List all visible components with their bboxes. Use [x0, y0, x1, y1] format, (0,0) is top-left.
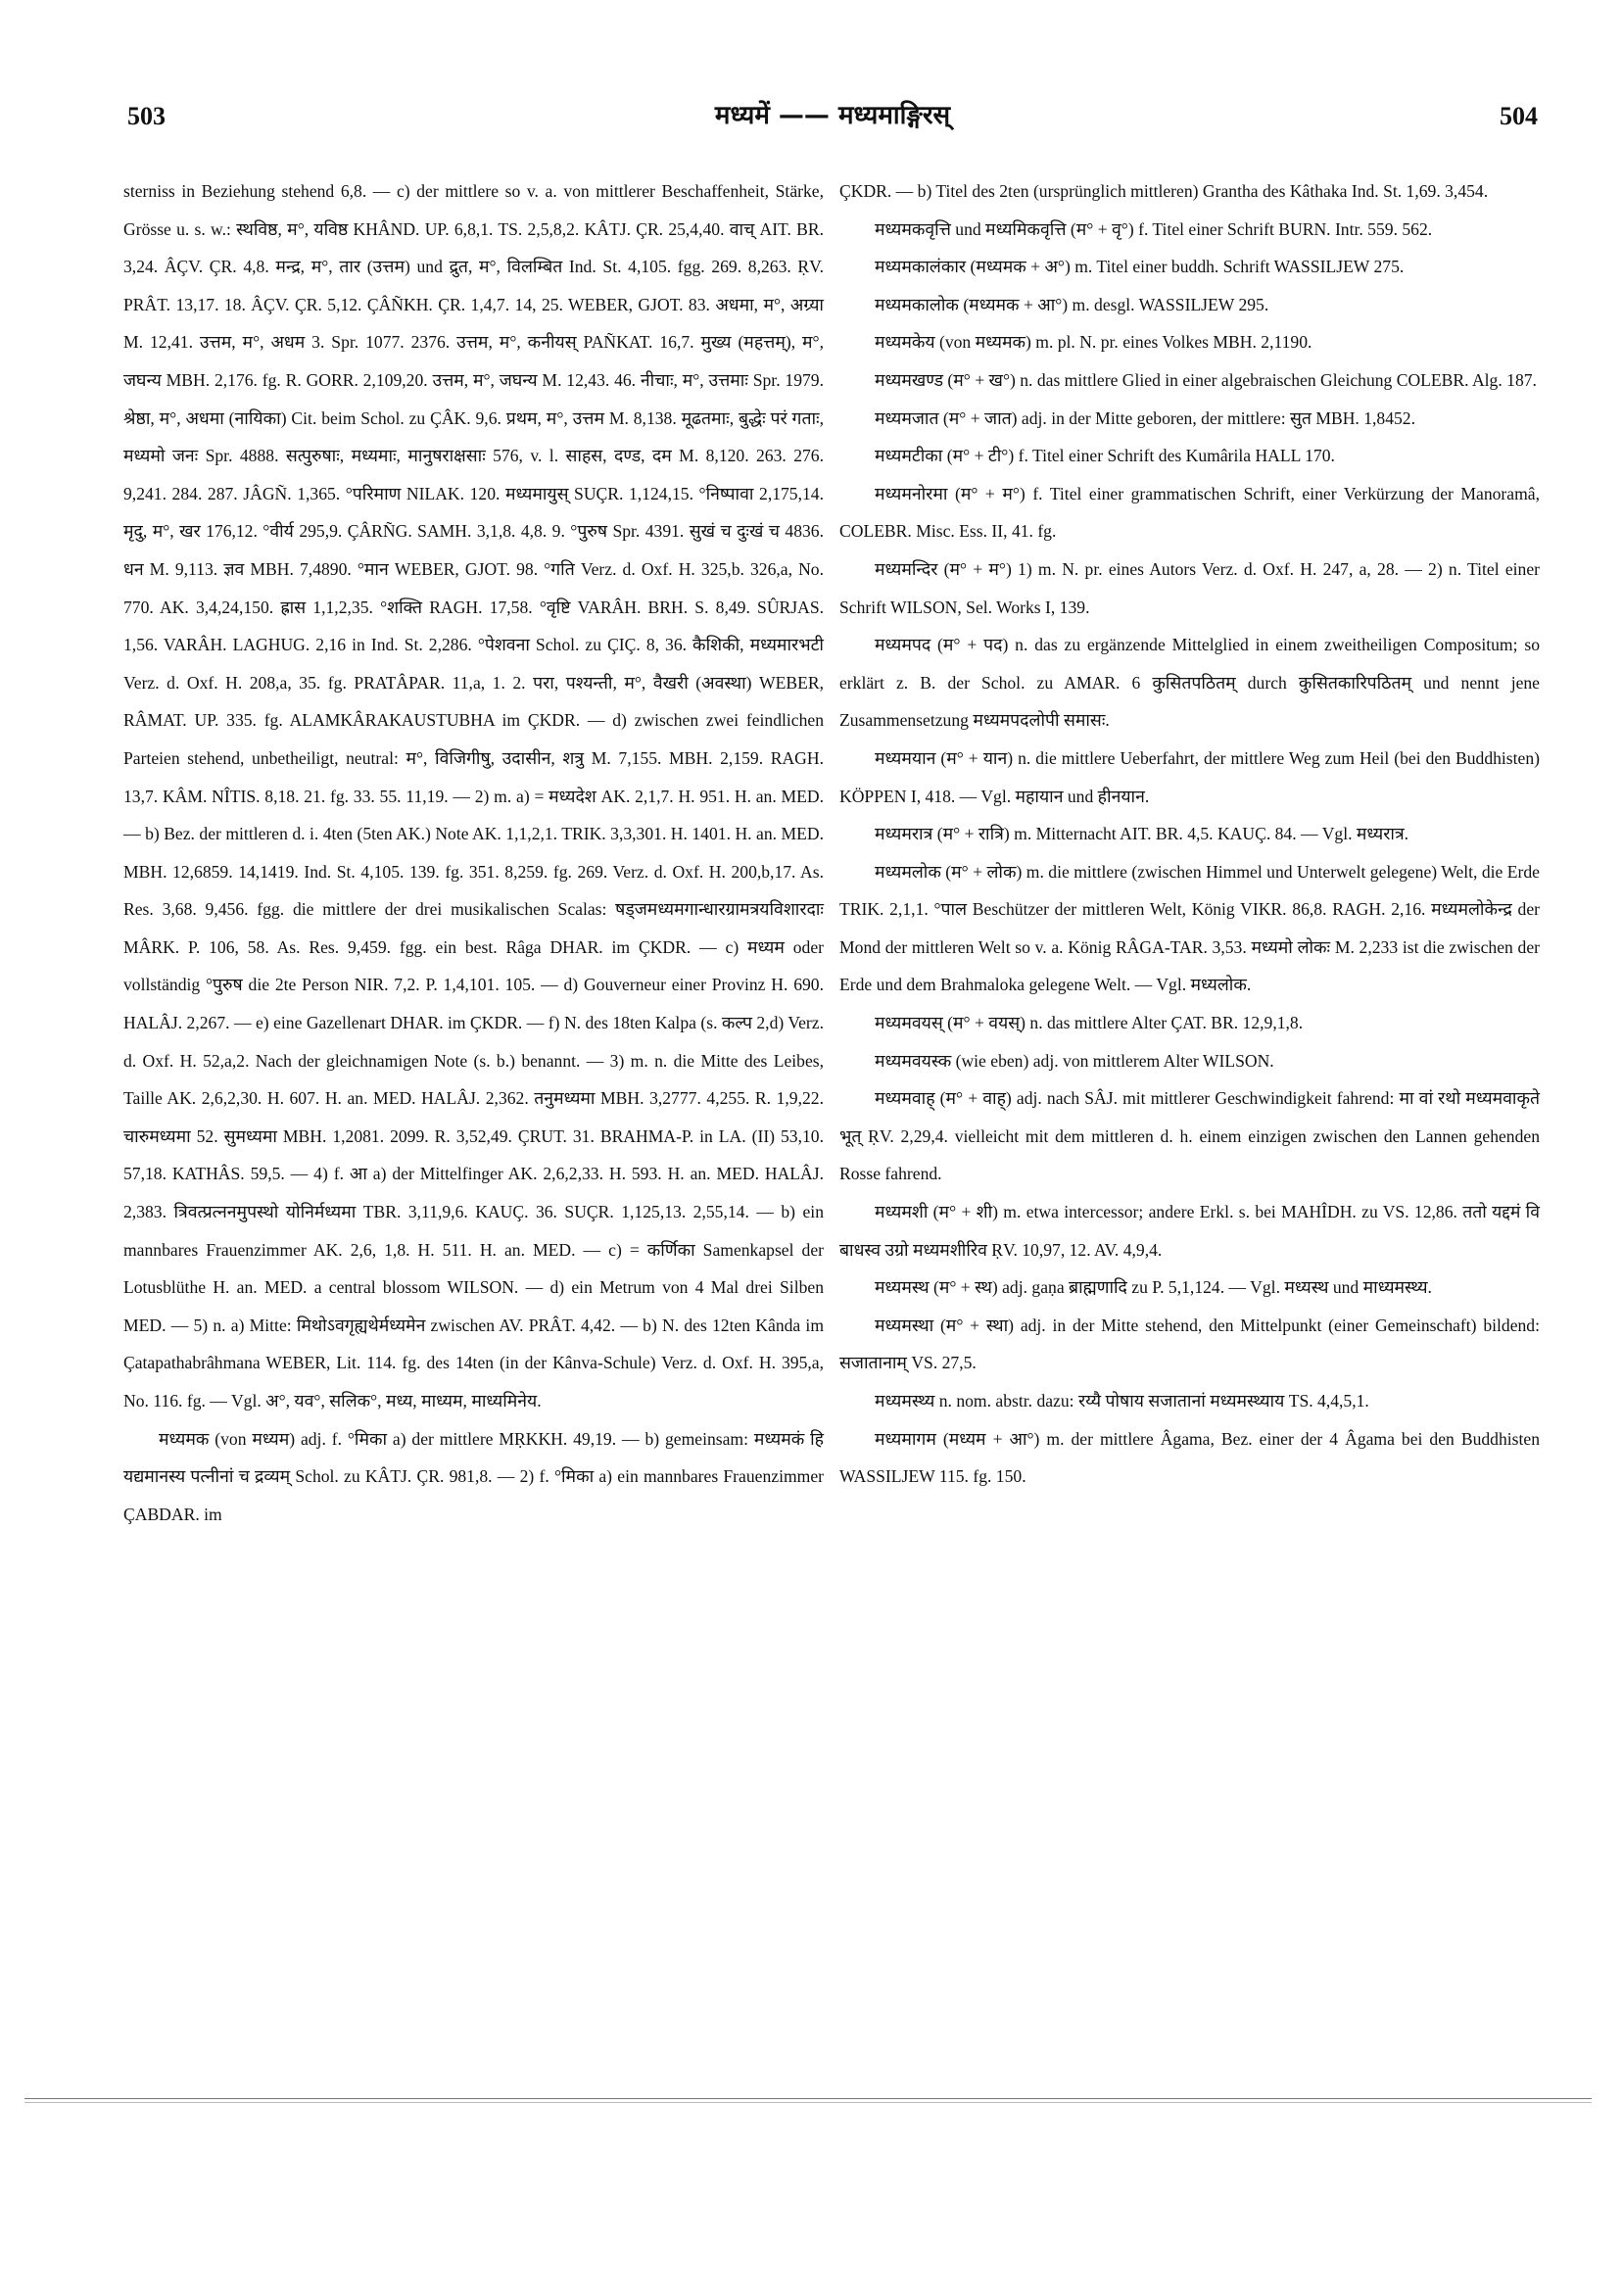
dictionary-entry: मध्यमखण्ड (म° + ख°) n. das mittlere Glied in einer algebraischen Gleichung COLEBR. Alg. 187.: [875, 369, 1537, 390]
dictionary-entry: मध्यमशी (म° + शी) m. etwa intercessor; andere Erkl. s. bei MAHÎDH. zu VS. 12,86. ततो यद्दमं वि बाधस्व उग्रो मध्यमशीरिव ṚV. 10,97, 12. AV. 4,9,4.: [839, 1202, 1540, 1260]
dictionary-entry: मध्यमस्थ्य n. nom. abstr. dazu: रय्यै पोषाय सजातानां मध्यमस्थ्याय TS. 4,4,5,1.: [875, 1391, 1369, 1411]
dictionary-entry: मध्यमकवृत्ति und मध्यमिकवृत्ति (म° + वृ°) f. Titel einer Schrift BURN. Intr. 559. 562.: [875, 218, 1433, 239]
continued-entry-text: sterniss in Beziehung stehend 6,8. — c) der mittlere so v. a. von mittlerer Beschaffenheit, Stärke, Grösse u. s. w.: स्थविष्ठ, म°, यविष्ठ KHÂND. UP. 6,8,1. TS. 2,5,8,2. KÂTJ. ÇR. 25,4,40. वाच् AIT. BR. 3,24. ÂÇV. ÇR. 4,8. मन्द्र, म°, तार (उत्तम) und द्रुत, म°, विलम्बित Ind. St. 4,105. fgg. 269. 8,263. ṚV. PRÂT. 13,17. 18. ÂÇV. ÇR. 5,12. ÇÂÑKH. ÇR. 1,4,7. 14, 25. WEBER, GJOT. 83. अधमा, म°, अग्र्या M. 12,41. उत्तम, म°, अधम 3. Spr. 1077. 2376. उत्तम, म°, कनीयस् PAÑKAT. 16,7. मुख्य (महत्तम्), म°, जघन्य MBH. 2,176. fg. R. GORR. 2,109,20. उत्तम, म°, जघन्य M. 12,43. 46. नीचाः, म°, उत्तमाः Spr. 1979. श्रेष्ठा, म°, अधमा (नायिका) Cit. beim Schol. zu ÇÂK. 9,6. प्रथम, म°, उत्तम M. 8,138. मूढतमाः, बुद्धेः परं गताः, मध्यमो जनः Spr. 4888. सत्पुरुषाः, मध्यमाः, मानुषराक्षसाः 576, v. l. साहस, दण्ड, दम M. 8,120. 263. 276. 9,241. 284. 287. JÂGÑ. 1,365. °परिमाण NILAK. 120. मध्यमायुस् SUÇR. 1,124,15. °निष्पावा 2,175,14. मृदु, म°, खर 176,12. °वीर्य 295,9. ÇÂRÑG. SAMH. 3,1,8. 4,8. 9. °पुरुष Spr. 4391. सुखं च दुःखं च 4836. धन M. 9,113. ज्ञव MBH. 7,4890. °मान WEBER, GJOT. 98. °गति Verz. d. Oxf. H. 325,b. 326,a, No. 770. AK. 3,4,24,150. ह्रास 1,1,2,35. °शक्ति RAGH. 17,58. °वृष्टि VARÂH. BRH. S. 8,49. SÛRJAS. 1,56. VARÂH. LAGHUG. 2,16 in Ind. St. 2,286. °पेशवना Schol. zu ÇIÇ. 8, 36. कैशिकी, मध्यमारभटी Verz. d. Oxf. H. 208,a, 35. fg. PRATÂPAR. 11,a, 1. 2. परा, पश्यन्ती, म°, वैखरी (अवस्था) WEBER, RÂMAT. UP. 335. fg. ALAMKÂRAKAUSTUBHA im ÇKDR. — d) zwischen zwei feindlichen Parteien stehend, unbetheiligt, neutral: म°, विजिगीषु, उदासीन, शत्रु M. 7,155. MBH. 2,159. RAGH. 13,7. KÂM. NÎTIS. 8,18. 21. fg. 33. 55. 11,19. — 2) m. a) = मध्यदेश AK. 2,1,7. H. 951. H. an. MED. — b) Bez. der mittleren d. i. 4ten (5ten AK.) Note AK. 1,1,2,1. TRIK. 3,3,301. H. 1401. H. an. MED. MBH. 12,6859. 14,1419. Ind. St. 4,105. 139. fg. 351. 8,259. fg. 269. Verz. d. Oxf. H. 200,b,17. As. Res. 3,68. 9,456. fgg. die mittlere der drei musikalischen Scalas: षड्जमध्यमगान्धारग्रामत्रयविशारदाः MÂRK. P. 106, 58. As. Res. 9,459. fgg. ein best. Râga DHAR. im ÇKDR. — c) मध्यम oder vollständig °पुरुष die 2te Person NIR. 7,2. P. 1,4,101. 105. — d) Gouverneur einer Provinz H. 690. HALÂJ. 2,267. — e) eine Gazellenart DHAR. im ÇKDR. — f) N. des 18ten Kalpa (s. कल्प 2,d) Verz. d. Oxf. H. 52,a,2. Nach der gleichnamigen Note (s. b.) benannt. — 3) m. n. die Mitte des Leibes, Taille AK. 2,6,2,30. H. 607. H. an. MED. HALÂJ. 2,362. तनुमध्यमा MBH. 3,2777. 4,255. R. 1,9,22. चारुमध्यमा 52. सुमध्यमा MBH. 1,2081. 2099. R. 3,52,49. ÇRUT. 31. BRAHMA-P. in LA. (II) 53,10. 57,18. KATHÂS. 59,5. — 4) f. आ a) der Mittelfinger AK. 2,6,2,33. H. 593. H. an. MED. HALÂJ. 2,383. त्रिवत्प्रत्ननमुपस्थो योनिर्मध्यमा TBR. 3,11,9,6. KAUÇ. 36. SUÇR. 1,125,13. 2,55,14. — b) ein mannbares Frauenzimmer AK. 2,6, 1,8. H. 511. H. an. MED. — c) = कर्णिका Samenkapsel der Lotusblüthe H. an. MED. a central blossom WILSON. — d) ein Metrum von 4 Mal drei Silben MED. — 5) n. a) Mitte: मिथोऽवगृह्यथेर्मध्यमेन zwischen AV. PRÂT. 4,42. — b) N. des 12ten Kânda im Çatapathabrâhmana WEBER, Lit. 114. fg. des 14ten (in der Kânva-Schule) Verz. d. Oxf. H. 395,a, No. 116. fg. — Vgl. अ°, यव°, सलिक°, मध्य, माध्यम, माध्यमिनेय.: [123, 181, 824, 1411]
dictionary-entry: मध्यमपद (म° + पद) n. das zu ergänzende Mittelglied in einem zweitheiligen Compositum; so erklärt z. B. der Schol. zu AMAR. 6 कुसितपठितम् durch कुसितकारिपठितम् und nennt jene Zusammensetzung मध्यमपदलोपी समासः.: [839, 635, 1540, 731]
dictionary-entry: मध्यमयान (म° + यान) n. die mittlere Ueberfahrt, der mittlere Weg zum Heil (bei den Buddhisten) KÖPPEN I, 418. — Vgl. महायान und हीनयान.: [839, 747, 1540, 806]
dictionary-entry: मध्यमनोरमा (म° + म°) f. Titel einer grammatischen Schrift, einer Verkürzung der Manoramâ, COLEBR. Misc. Ess. II, 41. fg.: [839, 483, 1540, 542]
left-column: [123, 172, 824, 1533]
dictionary-entry: मध्यमजात (म° + जात) adj. in der Mitte geboren, der mittlere: सुत MBH. 1,8452.: [875, 407, 1415, 428]
dictionary-entry: मध्यमस्था (म° + स्था) adj. in der Mitte stehend, den Mittelpunkt (einer Gemeinschaft) bildend: सजातानाम् VS. 27,5.: [839, 1315, 1540, 1373]
dictionary-entry: मध्यमस्थ (म° + स्थ) adj. gaṇa ब्राह्मणादि zu P. 5,1,124. — Vgl. मध्यस्थ und माध्यमस्थ्य.: [875, 1277, 1432, 1298]
dictionary-entry: मध्यमलोक (म° + लोक) m. die mittlere (zwischen Himmel und Unterwelt gelegene) Welt, die Erde TRIK. 2,1,1. °पाल Beschützer der mittleren Welt, König VIKR. 86,8. RAGH. 2,16. मध्यमलोकेन्द्र der Mond der mittleren Welt so v. a. König RÂGA-TAR. 3,53. मध्यमो लोकः M. 2,233 ist die zwischen der Erde und dem Brahmaloka gelegene Welt. — Vgl. मध्यलोक.: [839, 861, 1540, 995]
right-column: [839, 172, 1540, 1496]
dictionary-entry: मध्यमकेय (von मध्यमक) m. pl. N. pr. eines Volkes MBH. 2,1190.: [875, 332, 1312, 353]
dictionary-entry: मध्यमवयस् (म° + वयस्) n. das mittlere Alter ÇAT. BR. 12,9,1,8.: [875, 1013, 1304, 1033]
dictionary-entry: मध्यमागम (मध्यम + आ°) m. der mittlere Âgama, Bez. einer der 4 Âgama bei den Buddhisten WASSILJEW 115. fg. 150.: [839, 1428, 1540, 1487]
dictionary-entry: मध्यमक (von मध्यम) adj. f. °मिका a) der mittlere MṚKKH. 49,19. — b) gemeinsam: मध्यमकं हि यद्यमानस्य पत्नीनां च द्रव्यम् Schol. zu KÂTJ. ÇR. 981,8. — 2) f. °मिका a) ein mannbares Frauenzimmer ÇABDAR. im: [123, 1428, 824, 1524]
dictionary-entry: मध्यमटीका (म° + टी°) f. Titel einer Schrift des Kumârila HALL 170.: [875, 446, 1335, 466]
page-number-left: 503: [127, 102, 166, 130]
dictionary-entry: मध्यमकालोक (मध्यमक + आ°) m. desgl. WASSILJEW 295.: [875, 294, 1269, 314]
dictionary-entry: मध्यमवाह् (म° + वाह्) adj. nach SÂJ. mit mittlerer Geschwindigkeit fahrend: मा वां रथो मध्यमवाकृते भूत् ṚV. 2,29,4. vielleicht mit dem mittleren d. h. einem einzigen zwischen den Lannen gehenden Rosse fahrend.: [839, 1088, 1540, 1184]
footer-rule: [24, 2102, 1592, 2103]
dictionary-entry: मध्यमन्दिर (म° + म°) 1) m. N. pr. eines Autors Verz. d. Oxf. H. 247, a, 28. — 2) n. Titel einer Schrift WILSON, Sel. Works I, 139.: [839, 558, 1540, 617]
dictionary-entry: मध्यमवयस्क (wie eben) adj. von mittlerem Alter WILSON.: [875, 1050, 1274, 1071]
running-head: मध्यमें —— मध्यमाङ्गिरस्: [714, 101, 951, 130]
footer-rule: [24, 2098, 1592, 2099]
continued-entry-text: ÇKDR. — b) Titel des 2ten (ursprünglich mittleren) Grantha des Kâthaka Ind. St. 1,69. 3,454.: [839, 181, 1489, 201]
dictionary-entry: मध्यमरात्र (म° + रात्रि) m. Mitternacht AIT. BR. 4,5. KAUÇ. 84. — Vgl. मध्यरात्र.: [875, 824, 1409, 844]
dictionary-entry: मध्यमकालंकार (मध्यमक + अ°) m. Titel einer buddh. Schrift WASSILJEW 275.: [875, 257, 1405, 277]
page-number-right: 504: [1500, 102, 1538, 130]
page-header: [127, 96, 1538, 139]
